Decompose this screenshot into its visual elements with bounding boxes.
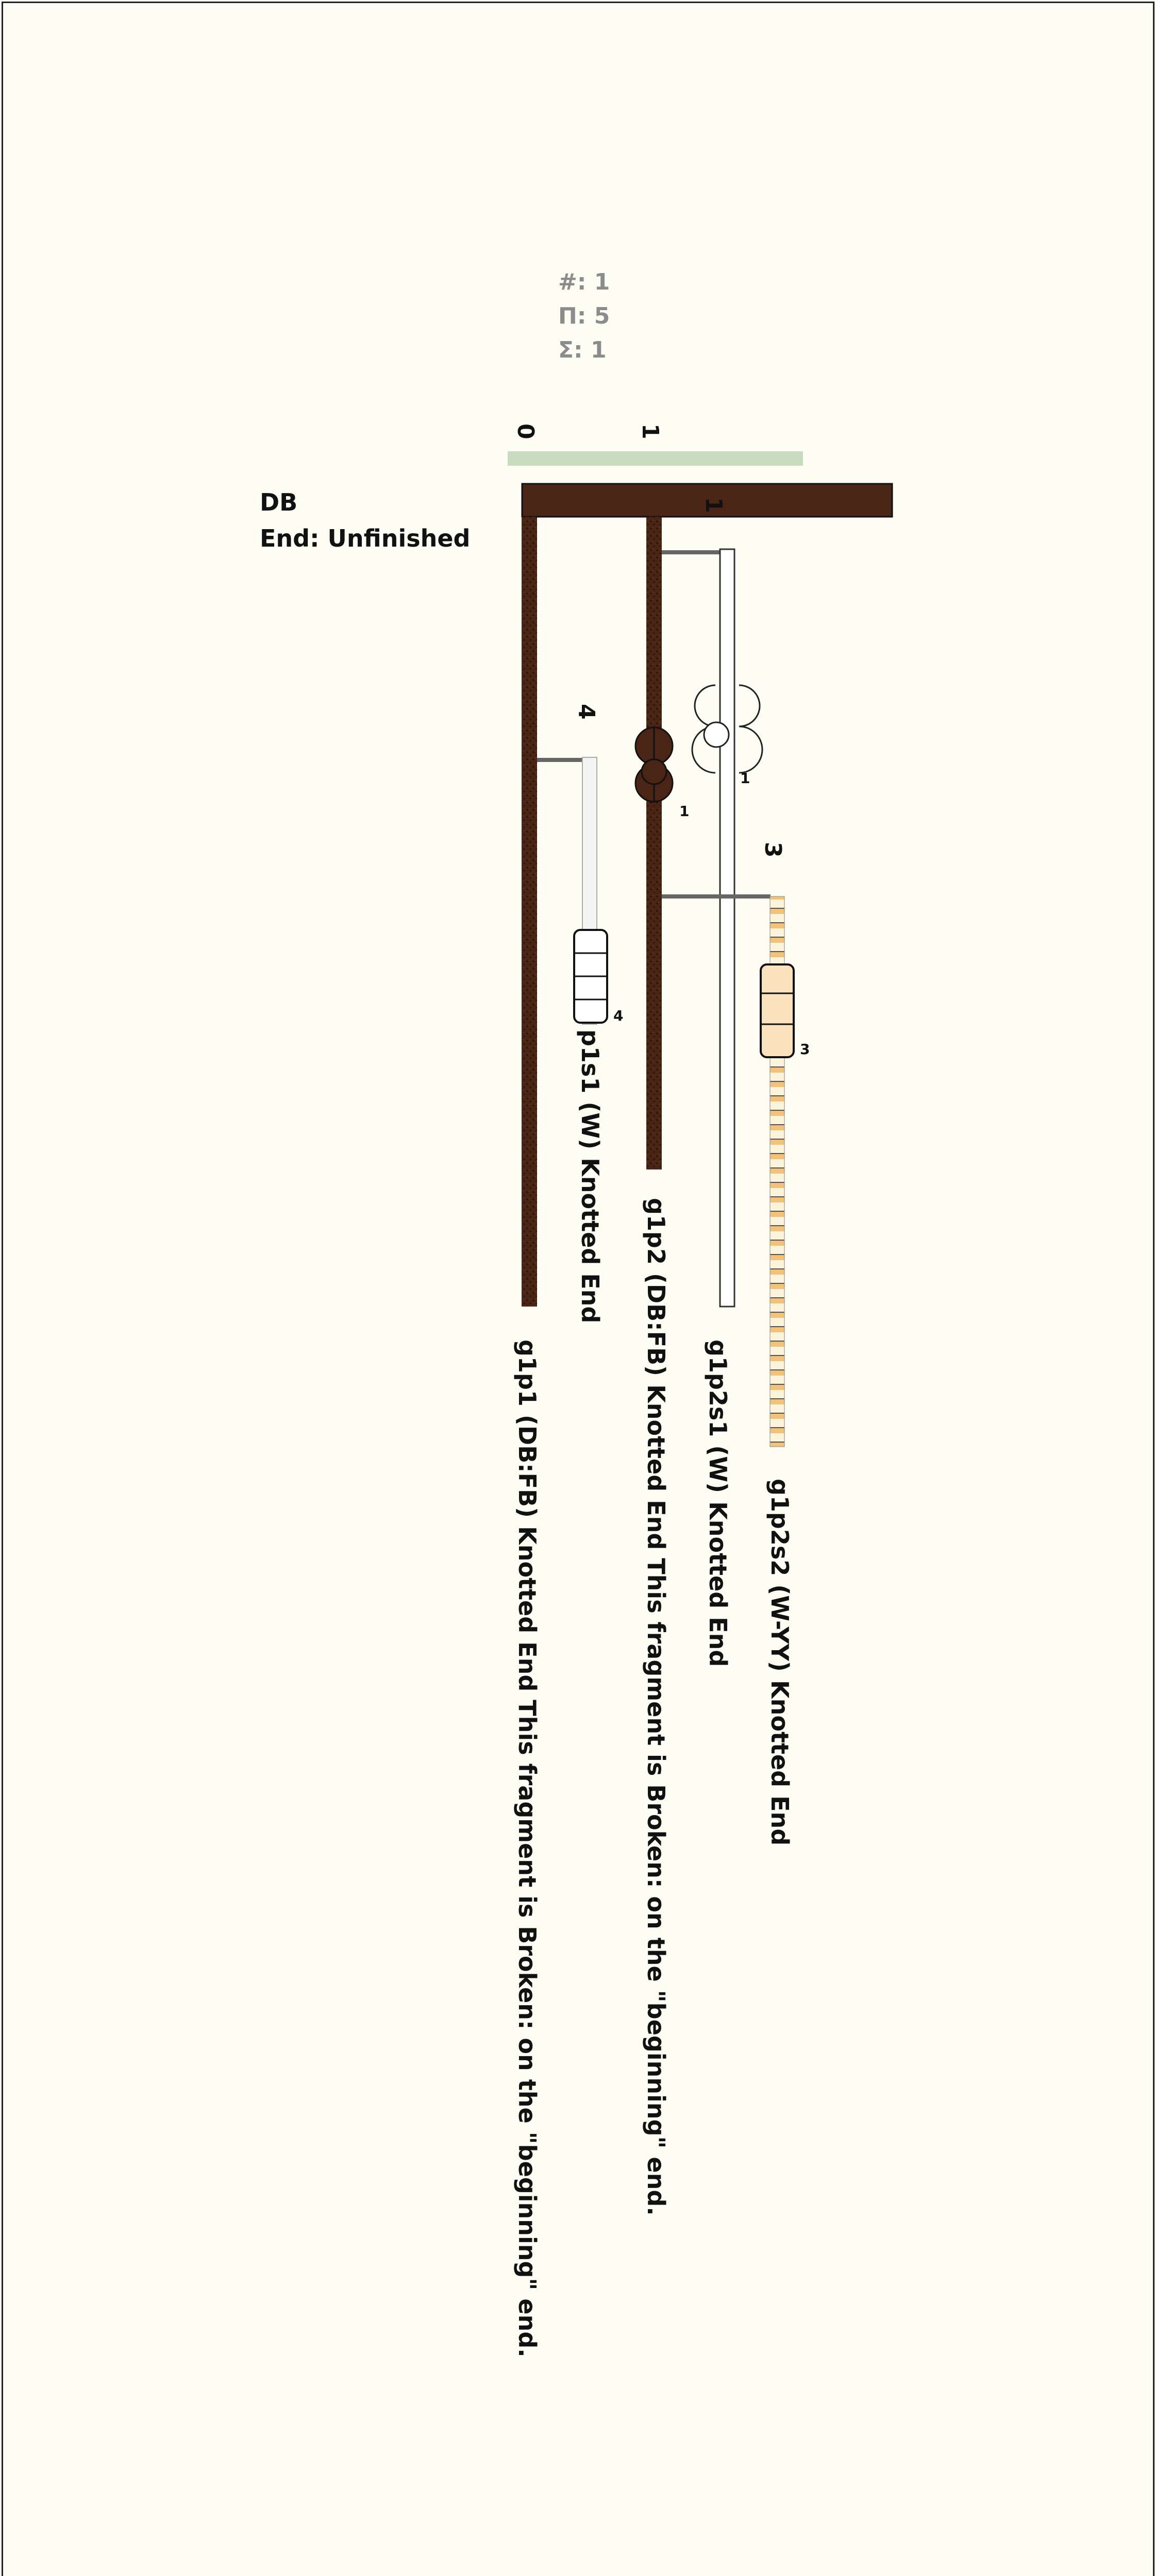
pendant-label-g1p2: g1p2 (DB:FB) Knotted End This fragment is Broken: on the "beginning" end. — [642, 1198, 670, 2216]
knot-count-g1p2s1: 1 — [740, 770, 750, 787]
subsidiary-label-g1p2s1: g1p2s1 (W) Knotted End — [704, 1340, 732, 1667]
pendant-g1p1 — [522, 517, 537, 1307]
scale-bar — [508, 451, 803, 466]
primary-color-code: DB — [260, 488, 298, 516]
long-knot-g1p1s1 — [574, 930, 607, 1023]
knot-count-g1p2: 1 — [679, 803, 690, 820]
figure-eight-knot-g1p2 — [635, 727, 673, 802]
knot-count-g1p2s2: 3 — [800, 1041, 810, 1058]
knot-count-g1p1s1: 4 — [613, 1007, 624, 1024]
pendant-index-g1p2: 1 — [700, 497, 727, 513]
count-stat: #: 1 — [558, 269, 610, 295]
subsidiary-g1p2s1 — [720, 549, 734, 1307]
scale-tick-0: 0 — [512, 423, 539, 439]
subsidiary-index-g1p2s2: 3 — [760, 842, 786, 858]
sigma-stat: Σ: 1 — [558, 337, 607, 363]
pendant-label-g1p1: g1p1 (DB:FB) Knotted End This fragment is Broken: on the "beginning" end. — [513, 1340, 541, 2358]
pi-stat: Π: 5 — [558, 303, 610, 329]
long-knot-g1p2s2 — [761, 964, 794, 1057]
scale-tick-1: 1 — [637, 423, 663, 439]
subsidiary-label-g1p2s2: g1p2s2 (W-YY) Knotted End — [766, 1479, 794, 1846]
subsidiary-label-g1p1s1: p1s1 (W) Knotted End — [576, 1029, 604, 1324]
primary-end-status: End: Unfinished — [260, 524, 471, 552]
pendant-g1p2 — [646, 517, 662, 1170]
subsidiary-index-g1p1s1: 4 — [573, 704, 599, 720]
